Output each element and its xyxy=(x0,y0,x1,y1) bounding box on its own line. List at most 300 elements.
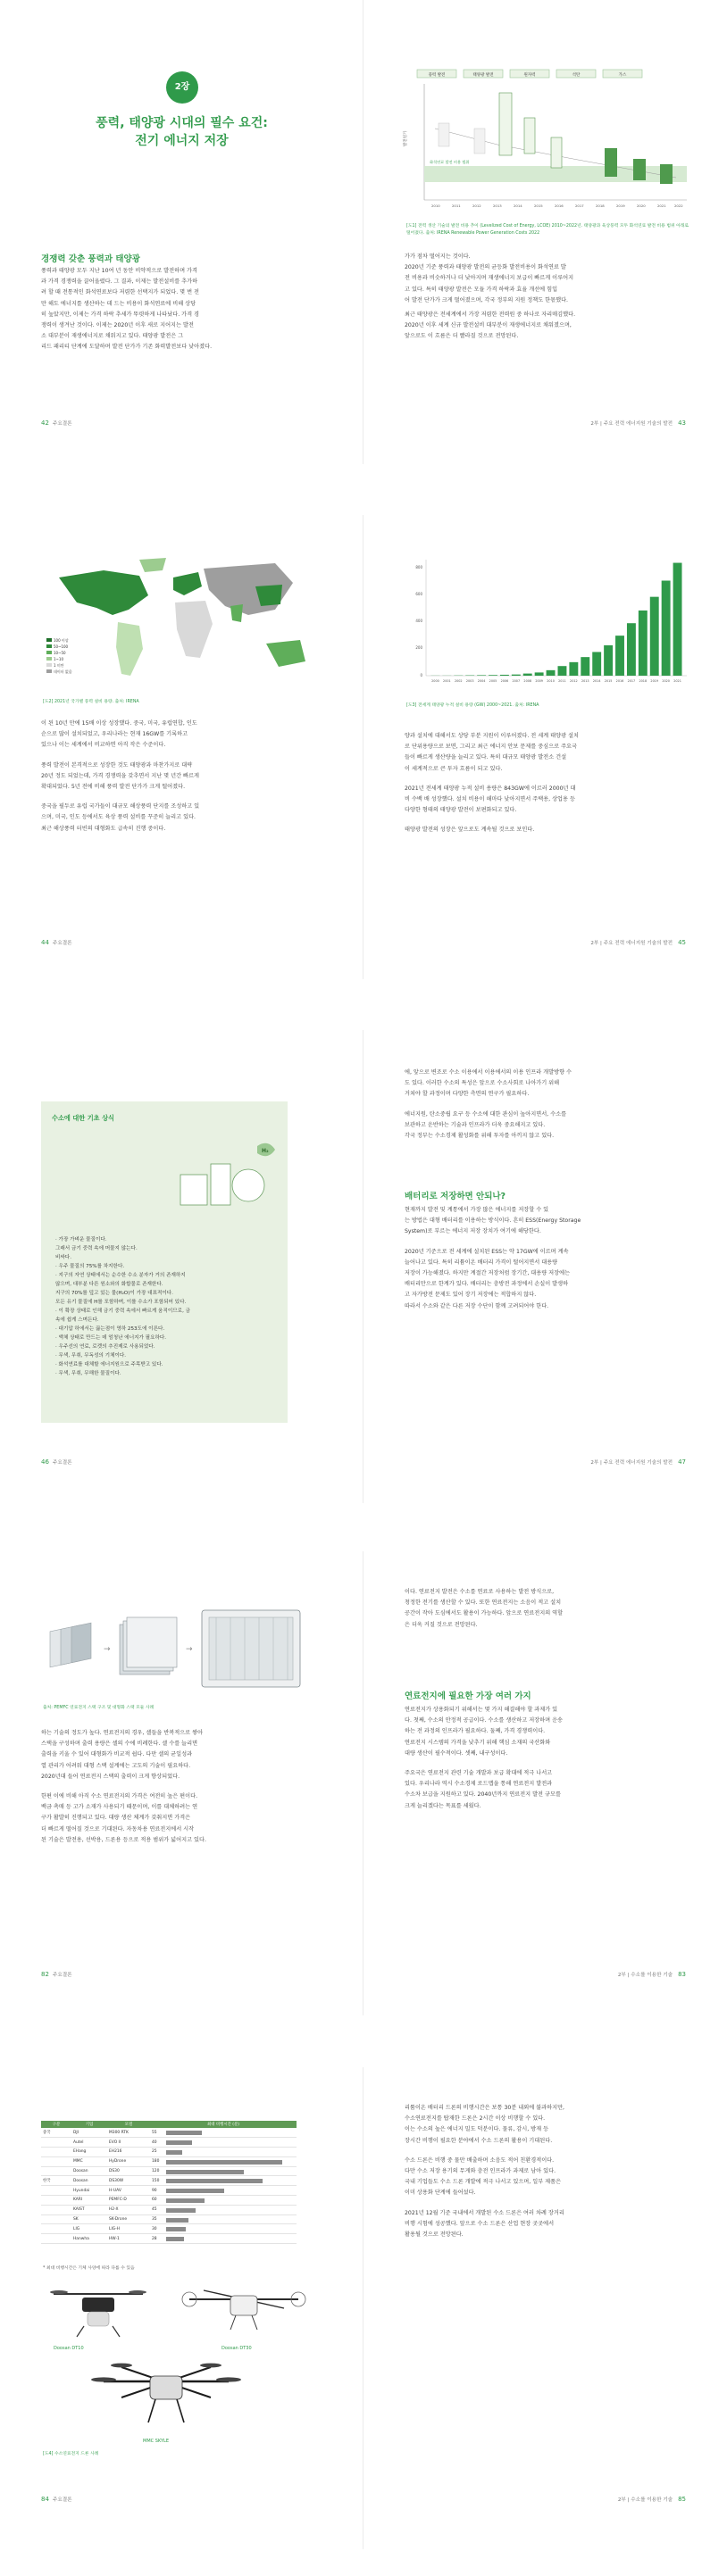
table-cell-group xyxy=(41,2205,71,2215)
folio-label: 2부 | 주요 전력 에너지원 기술의 발전 xyxy=(590,1460,673,1466)
flight-time-value: 35 xyxy=(152,2217,157,2223)
folio-label: 주요결론 xyxy=(52,1973,72,1978)
table-cell-group xyxy=(41,2215,71,2224)
table-cell-value xyxy=(150,2205,297,2215)
body-line: 최근 해상풍력 터빈의 대형화도 급속히 진행 중이다. xyxy=(41,825,166,832)
legend-swatch xyxy=(46,644,52,648)
body-line: 는 방법은 대형 배터리를 이용하는 방식이다. 흔히 ESS(Energy Storage xyxy=(405,1217,581,1225)
body-line: 최근 태양광은 전세계에서 가장 저렴한 전력원 중 하나로 자리매김했다. xyxy=(405,312,576,319)
x-tick: 2000 xyxy=(431,679,439,683)
flight-time-bar xyxy=(166,2170,244,2174)
body-line: 수소차 보급을 지원하고 있다. 2040년까지 연료전지 발전 규모를 xyxy=(405,1791,561,1799)
flight-time-bar xyxy=(166,2160,282,2165)
fact-item: · 우주 물질의 75%를 차지한다. xyxy=(55,1264,125,1269)
x-tick: 2017 xyxy=(627,679,636,683)
table-cell-value xyxy=(150,2234,297,2244)
body-line: 려 할 때 전통적인 화석연료보다 저렴한 선택지가 되었다. 몇 번 전 xyxy=(41,289,200,296)
chart-legend xyxy=(417,70,642,78)
body-line: 도 있다. 이러한 수소의 특성은 앞으로 수소사회로 나아가기 위해 xyxy=(405,1080,560,1087)
section-heading: 연료전지에 필요한 가장 여러 가지 xyxy=(405,1691,531,1701)
legend-item: 풍력 발전 xyxy=(428,73,446,78)
fact-item: · 화석연료를 대체할 에너지원으로 주목받고 있다. xyxy=(55,1362,163,1367)
range-bar xyxy=(524,118,535,154)
table-cell-value xyxy=(150,2224,297,2234)
h2-label: H₂ xyxy=(262,1148,269,1154)
body-line: 백금 촉매 등 고가 소재가 사용되기 때문이며, 이를 대체하려는 연 xyxy=(41,1804,198,1811)
table-header: 최대 비행시간 (분) xyxy=(150,2121,297,2128)
x-tick: 2012 xyxy=(570,679,578,683)
body-text xyxy=(405,1705,689,1812)
range-bar xyxy=(551,137,562,168)
table-cell-value xyxy=(150,2176,297,2186)
body-text xyxy=(41,719,325,835)
fact-item: · 지구의 자연 상태에서는 순수한 수소 분자가 거의 존재하지 xyxy=(55,1273,186,1278)
body-line: 히 높았지만, 이제는 가격 하락 추세가 뚜렷하게 나타났다. 가격 경 xyxy=(41,311,200,318)
page-number: 47 xyxy=(678,1458,686,1466)
page-number: 45 xyxy=(678,939,686,946)
body-line: 과 가격 경쟁력을 끌어올렸다. 그 결과, 이제는 발전설비를 추가하 xyxy=(41,278,198,286)
body-line: 고 있다. 특히 태양광 발전은 모듈 가격 하락과 효율 개선에 힘입 xyxy=(405,286,558,293)
y-tick: 0 xyxy=(420,673,422,677)
y-tick: 200 xyxy=(415,645,422,650)
body-line: 앞으로도 이 흐름은 더 빨라질 것으로 전망된다. xyxy=(405,333,519,340)
flight-time-value: 180 xyxy=(152,2159,160,2165)
section-heading: 경쟁력 갖춘 풍력과 태양광 xyxy=(41,254,140,264)
folio xyxy=(590,939,686,946)
folio xyxy=(590,420,686,427)
tank-shape xyxy=(180,1175,207,1205)
chapter-title-line2: 전기 에너지 저장 xyxy=(135,134,229,148)
x-tick: 2003 xyxy=(465,679,474,683)
folio xyxy=(618,2496,686,2503)
body-text xyxy=(405,2103,689,2240)
fact-item: 지구의 70%를 덮고 있는 물(H₂O)이 가장 대표적이다. xyxy=(55,1291,173,1296)
drone-spec-table xyxy=(41,2121,297,2244)
page-83 xyxy=(364,1551,727,2015)
x-tick: 2002 xyxy=(454,679,463,683)
table-cell-company: MMC xyxy=(71,2156,107,2166)
page-number: 83 xyxy=(678,1971,686,1978)
legend-item: 100 이상 xyxy=(54,638,69,643)
page-number: 46 xyxy=(41,1458,49,1466)
page-45 xyxy=(364,515,727,979)
figure-caption: [도4] 수소연료전지 드론 사례 xyxy=(43,2452,99,2456)
table-cell-company: Hanwha xyxy=(71,2234,107,2244)
table-row xyxy=(41,2224,297,2234)
chapter-title xyxy=(27,114,337,150)
fact-item: · 우주선의 연료, 로켓의 추진제로 사용되었다. xyxy=(55,1344,155,1350)
body-line: 중국을 필두로 유럽 국가들이 대규모 해상풍력 단지를 조성하고 있 xyxy=(41,803,200,810)
folio xyxy=(41,420,72,427)
body-line xyxy=(405,1238,689,1247)
table-cell-value xyxy=(150,2166,297,2176)
y-axis-label: 발전원가 xyxy=(404,130,408,146)
table-row xyxy=(41,2148,297,2157)
flight-time-bar xyxy=(166,2218,188,2223)
world-map xyxy=(41,551,323,694)
x-tick: 2009 xyxy=(535,679,543,683)
photo-caption: Doosan DT10 xyxy=(54,2346,84,2351)
body-line: 이 세계적으로 큰 투자 흐름이 되고 있다. xyxy=(405,765,503,772)
legend-item: 50~100 xyxy=(54,644,69,649)
body-line: 하는 전 과정의 인프라가 필요하다. 둘째, 가격 경쟁력이다. xyxy=(405,1728,546,1735)
spread-4 xyxy=(0,1551,727,2015)
flight-time-value: 45 xyxy=(152,2207,157,2213)
body-line: 다. 첫째, 수소의 안정적 공급이다. 수소를 생산하고 저장하며 운송 xyxy=(405,1717,564,1724)
sphere-tank-shape xyxy=(232,1169,264,1201)
table-cell-company: DJI xyxy=(71,2128,107,2138)
body-line: 태양광 발전의 성장은 앞으로도 계속될 것으로 보인다. xyxy=(405,827,535,834)
folio xyxy=(41,939,72,946)
page-44 xyxy=(0,515,364,979)
body-line: 전 비용과 비슷하거나 더 낮아지며 재생에너지 보급이 빠르게 이루어지 xyxy=(405,275,574,282)
folio xyxy=(590,1458,686,1466)
fossil-range-label: 화석연료 발전 비용 범위 xyxy=(430,160,470,164)
single-cell-shape xyxy=(50,1623,91,1667)
folio xyxy=(41,1458,72,1466)
lcoe-chart xyxy=(399,66,694,218)
body-line: 리튬이온 배터리 드론의 비행시간은 보통 30분 내외에 불과하지만, xyxy=(405,2105,565,2111)
body-line: 리드 패리티 단계에 도달하며 발전 단가가 기존 화력발전보다 낮아졌다. xyxy=(41,344,213,351)
body-line: 스택을 구성하며 출력 용량은 셀의 수에 비례한다. 셀 수를 늘리면 xyxy=(41,1741,198,1748)
photo-caption: Doosan DT30 xyxy=(221,2346,252,2351)
x-tick: 2019 xyxy=(650,679,659,683)
body-text xyxy=(405,1205,689,1312)
body-line: 2021년 12월 기준 국내에서 개발된 수소 드론은 여러 차례 장거리 xyxy=(405,2209,564,2216)
folio-label: 주요결론 xyxy=(52,941,72,946)
x-tick: 2015 xyxy=(604,679,613,683)
x-tick: 2018 xyxy=(596,204,605,208)
bar xyxy=(500,675,509,676)
x-tick: 2020 xyxy=(637,204,646,208)
x-tick: 2001 xyxy=(443,679,451,683)
table-cell-model: SK-Drone xyxy=(107,2215,150,2224)
legend-swatch xyxy=(46,638,52,642)
body-line: 이다. 연료전지 발전은 수소를 연료로 사용하는 발전 방식으로, xyxy=(405,1589,555,1595)
chapter-title-line1: 풍력, 태양광 시대의 필수 요건: xyxy=(96,116,268,130)
y-tick: 800 xyxy=(415,565,422,569)
fact-item: · 무색, 무취, 무해한 물질이다. xyxy=(55,1371,121,1376)
table-cell-model: HW-1 xyxy=(107,2234,150,2244)
body-line: 에, 앞으로 변조로 수소 이용에서 이용에서의 이용 인프라 개발방향 수 xyxy=(405,1069,572,1076)
legend-swatch xyxy=(46,651,52,654)
body-line: 어 발전 단가가 크게 떨어졌으며, 각국 정부의 지원 정책도 한몫했다. xyxy=(405,296,569,303)
folio xyxy=(41,2496,72,2503)
x-tick: 2019 xyxy=(616,204,625,208)
photo-caption: MMC SKYLE xyxy=(143,2439,169,2444)
table-cell-group: 한국 xyxy=(41,2176,71,2186)
x-tick: 2011 xyxy=(558,679,566,683)
map-caption: [도2] 2021년 국가별 풍력 설비 용량. 출처: IRENA xyxy=(43,700,139,704)
facts-list xyxy=(55,1235,279,1378)
body-line: 확대되었다. 5년 전에 비해 풍력 발전 단가가 크게 떨어졌다. xyxy=(41,784,186,791)
body-line: 다만 수소 저장 용기의 무게와 충전 인프라가 과제로 남아 있다. xyxy=(405,2168,556,2175)
body-text xyxy=(405,731,689,836)
fact-item: · 대기압 하에서는 끓는점이 영하 253도에 이른다. xyxy=(55,1326,165,1332)
x-tick: 2006 xyxy=(500,679,509,683)
cell-stack-shape xyxy=(120,1617,177,1674)
bar xyxy=(673,563,682,676)
x-tick: 2020 xyxy=(662,679,670,683)
flight-time-value: 150 xyxy=(152,2178,160,2183)
body-line: 으며, 미국, 인도 등에서도 육상 풍력 설비를 꾸준히 늘리고 있다. xyxy=(41,814,196,821)
page-42 xyxy=(0,0,364,464)
fuel-cell-stack-illustration xyxy=(41,1598,309,1696)
table-cell-value xyxy=(150,2138,297,2148)
spread-1 xyxy=(0,0,727,464)
x-tick: 2021 xyxy=(673,679,681,683)
drone-photo xyxy=(45,2278,152,2342)
bar xyxy=(639,611,648,676)
flight-time-bar xyxy=(166,2227,186,2231)
body-line xyxy=(41,793,325,802)
x-ticks xyxy=(431,204,683,208)
bar xyxy=(512,675,521,676)
x-tick: 2004 xyxy=(477,679,486,683)
body-line: 출력을 키울 수 있어 대형화가 비교적 쉽다. 다만 셀의 균일성과 xyxy=(41,1751,193,1758)
body-line: 이는 수소의 높은 에너지 밀도 덕분이다. 물류, 감시, 방재 등 xyxy=(405,2126,549,2133)
bar xyxy=(662,581,671,677)
table-cell-model: DS30W xyxy=(107,2176,150,2186)
body-line: 고 자가방전 문제도 있어 장기 저장에는 적합하지 않다. xyxy=(405,1292,537,1299)
body-line: 가가 점차 떨어지는 것이다. xyxy=(405,253,471,260)
table-header: 기업 xyxy=(71,2121,107,2128)
table-cell-model: H-UAV xyxy=(107,2186,150,2196)
fact-item: 모든 유기 물질에 H를 포함하며, 이를 수소가 포함되어 있다. xyxy=(55,1300,187,1305)
legend-item: 태양광 발전 xyxy=(472,73,494,78)
x-tick: 2010 xyxy=(431,204,440,208)
tank-shape xyxy=(211,1164,230,1205)
x-tick: 2017 xyxy=(575,204,584,208)
body-line: 각국 정부는 수소경제 활성화를 위해 투자를 아끼지 않고 있다. xyxy=(405,1133,555,1140)
legend-swatch xyxy=(46,663,52,667)
chart-caption: [도1] 전력 생산 기술의 발전 비용 추이 (Levelized Cost of Energy, LCOE) 2010~2022년. 태양광과 육상풍력 모두 화석연료 발전 비용 범위 아래로 떨어졌다. 출처: IRENA Renewable Power Generation Costs 2022 xyxy=(406,224,689,236)
body-line: 풍력 발전이 본격적으로 성장한 것도 태양광과 마찬가지로 대략 xyxy=(41,761,193,769)
body-line: 풍력과 태양광 모두 지난 10여 년 동안 비약적으로 발전하며 가격 xyxy=(41,268,198,274)
body-line: 순으로 많이 설치되었고, 우리나라는 현재 16GW를 기록하고 xyxy=(41,731,188,738)
body-line: 크게 늘리겠다는 목표를 세웠다. xyxy=(405,1802,481,1809)
table-cell-company: Hyundai xyxy=(71,2186,107,2196)
flight-time-bar xyxy=(166,2179,263,2183)
folio-label: 주요결론 xyxy=(52,421,72,427)
x-tick: 2021 xyxy=(657,204,666,208)
table-cell-value xyxy=(150,2186,297,2196)
body-line: System)로 부르는 에너지 저장 장치가 여기에 해당한다. xyxy=(405,1228,541,1235)
image-caption: 출처: PEMFC 연료전지 스택 구조 및 대형화 스택 모듈 사례 xyxy=(43,1706,155,1710)
legend-item: 석탄 xyxy=(572,73,581,78)
fact-item: · 무색, 무취, 무독성의 기체이다. xyxy=(55,1353,127,1359)
folio xyxy=(618,1971,686,1978)
arrow-icon: → xyxy=(186,1645,193,1654)
range-bar xyxy=(633,159,646,180)
body-line: 2021년 전세계 태양광 누적 설비 용량은 843GW에 이르러 2000년 대 xyxy=(405,785,576,792)
legend-item: 10~50 xyxy=(54,651,66,655)
table-body xyxy=(41,2128,297,2244)
body-line: 있다. 우리나라 역시 수소경제 로드맵을 통해 연료전지 발전과 xyxy=(405,1781,553,1788)
table-cell-company: Autel xyxy=(71,2138,107,2148)
body-line: 현재까지 발전 및 계통에서 가장 많은 에너지를 저장할 수 있 xyxy=(405,1207,549,1213)
flight-time-bar xyxy=(166,2140,192,2145)
body-text xyxy=(405,1587,689,1631)
page-number: 42 xyxy=(41,420,49,427)
table-row xyxy=(41,2215,297,2224)
legend-item: 1~10 xyxy=(54,657,63,661)
flight-time-bar xyxy=(166,2189,224,2193)
table-cell-group: 중국 xyxy=(41,2128,71,2138)
body-text xyxy=(405,1068,689,1142)
table-cell-value xyxy=(150,2215,297,2224)
body-line: 된 기술은 발전용, 선박용, 드론용 등으로 적용 범위가 넓어지고 있다. xyxy=(41,1836,206,1843)
fact-item: · 가장 가벼운 물질이다. xyxy=(55,1237,107,1242)
x-tick: 2018 xyxy=(639,679,648,683)
table-header-row xyxy=(41,2121,297,2128)
folio-label: 주요결론 xyxy=(52,1460,72,1466)
body-line: 대량 생산이 필수적이다. 셋째, 내구성이다. xyxy=(405,1749,508,1757)
body-line: 은 더욱 커질 것으로 전망된다. xyxy=(405,1621,478,1628)
folio-label: 주요결론 xyxy=(52,2497,72,2503)
body-line xyxy=(405,1759,689,1768)
range-bar xyxy=(605,148,617,177)
spread-5 xyxy=(0,2067,727,2549)
table-cell-model: M300 RTK xyxy=(107,2128,150,2138)
body-line: 2020년대 들어 연료전지 스택의 출력이 크게 향상되었다. xyxy=(41,1773,180,1780)
body-text xyxy=(41,266,325,353)
x-tick: 2014 xyxy=(514,204,522,208)
flight-time-value: 55 xyxy=(152,2130,157,2135)
table-row xyxy=(41,2128,297,2138)
bar xyxy=(535,672,544,676)
body-line: 있으나 이는 세계에서 비교하면 아직 작은 수준이다. xyxy=(41,742,166,749)
table-cell-group xyxy=(41,2156,71,2166)
body-line xyxy=(41,1782,325,1791)
y-tick: 600 xyxy=(415,592,422,596)
chapter-badge: 2장 xyxy=(166,71,198,104)
table-row xyxy=(41,2138,297,2148)
fossil-range-band xyxy=(424,166,687,182)
body-line: 활용될 것으로 전망된다. xyxy=(405,2231,464,2239)
fact-item: · 액체 상태로 만드는 데 엄청난 에너지가 필요하다. xyxy=(55,1335,167,1341)
body-line: 수소 드론은 비행 중 물만 배출하며 소음도 적어 친환경적이다. xyxy=(405,2156,555,2164)
range-bar xyxy=(439,123,449,146)
table-cell-model: EVO II xyxy=(107,2138,150,2148)
bar xyxy=(558,666,567,676)
fact-item: 않으며, 대부분 다른 원소와의 화합물로 존재한다. xyxy=(55,1282,163,1287)
body-line: 2020년 기준 풍력과 태양광 발전의 균등화 발전비용이 화석연료 발 xyxy=(405,264,566,271)
page-43 xyxy=(364,0,727,464)
page-82 xyxy=(0,1551,364,2015)
body-line: 청정한 전기를 생산할 수 있다. 또한 연료전지는 소음이 적고 설치 xyxy=(405,1600,562,1607)
body-line: 장시간 비행이 필요한 분야에서 수소 드론의 활용이 기대된다. xyxy=(405,2137,553,2144)
fact-item: 속에 쉽게 스며든다. xyxy=(55,1317,99,1323)
flight-time-value: 30 xyxy=(152,2226,157,2231)
table-cell-group xyxy=(41,2138,71,2148)
x-tick: 2011 xyxy=(452,204,461,208)
x-tick: 2013 xyxy=(493,204,502,208)
bar xyxy=(615,636,624,676)
body-line: 공간이 작아 도심에서도 활용이 가능하다. 앞으로 연료전지의 역할 xyxy=(405,1610,564,1617)
body-line: 연료전지 시스템의 가격을 낮추기 위해 핵심 소재의 국산화와 xyxy=(405,1739,551,1746)
page-number: 44 xyxy=(41,939,49,946)
folio-label: 2부 | 주요 전력 에너지원 기술의 발전 xyxy=(590,941,673,946)
table-cell-value xyxy=(150,2148,297,2157)
legend-item: 원자력 xyxy=(523,73,536,78)
body-line: 늘어나고 있다. 특히 리튬이온 배터리 가격이 떨어지면서 대용량 xyxy=(405,1259,558,1266)
body-line: 수소연료전지를 탑재한 드론은 2시간 이상 비행할 수 있다. xyxy=(405,2115,546,2123)
legend-item: 1 미만 xyxy=(54,663,64,668)
table-cell-company: EHang xyxy=(71,2148,107,2157)
drone-photo xyxy=(86,2355,247,2435)
x-tick: 2010 xyxy=(547,679,555,683)
body-line: 다양한 형태의 태양광 발전이 보편화되고 있다. xyxy=(405,807,517,814)
bar xyxy=(592,652,601,676)
body-line: 배터리만으로 한계가 있다. 배터리는 충방전 과정에서 손실이 발생하 xyxy=(405,1281,569,1288)
x-tick: 2008 xyxy=(523,679,532,683)
x-tick: 2007 xyxy=(512,679,521,683)
flight-time-bar xyxy=(166,2131,202,2135)
body-line: 이미 상용화 단계에 들어섰다. xyxy=(405,2190,476,2197)
table-cell-group xyxy=(41,2166,71,2176)
table-cell-value xyxy=(150,2128,297,2138)
body-line xyxy=(405,816,689,825)
spread-2 xyxy=(0,515,727,979)
hydrogen-plant-illustration xyxy=(175,1137,280,1209)
fact-item: · 이 확장 상태로 인해 금기 중력 속에서 빠르게 움직이므로, 금 xyxy=(55,1309,191,1314)
drone-photo xyxy=(177,2278,311,2342)
bar-chart-caption: [도3] 전세계 태양광 누적 설비 용량 (GW) 2000~2021. 출처: IRENA xyxy=(406,703,539,708)
bar xyxy=(627,623,636,676)
folio-label: 2부 | 주요 전력 에너지원 기술의 발전 xyxy=(590,421,673,427)
fact-item: 그래서 금기 중력 속에 머물지 않는다. xyxy=(55,1246,138,1251)
page-46 xyxy=(0,1030,364,1503)
table-cell-value xyxy=(150,2156,297,2166)
table-header: 모델 xyxy=(107,2121,150,2128)
table-cell-group xyxy=(41,2148,71,2157)
table-cell-company: Doosan xyxy=(71,2166,107,2176)
x-tick: 2005 xyxy=(489,679,497,683)
body-line: 로 단위용량으로 보면, 그리고 최근 에너지 안보 문제를 중심으로 주요국 xyxy=(405,744,578,751)
table-cell-model: HyDrone xyxy=(107,2156,150,2166)
page-number: 85 xyxy=(678,2496,686,2503)
body-line: 양과 설치에 대해서도 상당 부분 지원이 이루어졌다. 전 세계 태양광 설치 xyxy=(405,733,579,739)
table-cell-value xyxy=(150,2196,297,2206)
hydrogen-facts-box xyxy=(41,1101,288,1423)
bar xyxy=(650,597,659,676)
legend-swatch xyxy=(46,669,52,673)
body-line: 2020년 이후 세계 신규 발전설비 대부분이 재생에너지로 채워졌으며, xyxy=(405,322,572,329)
page-47 xyxy=(364,1030,727,1503)
bar-group xyxy=(431,563,682,683)
bar xyxy=(477,675,486,676)
bar xyxy=(523,674,532,676)
flight-time-value: 25 xyxy=(152,2149,157,2155)
flight-time-value: 90 xyxy=(152,2188,157,2193)
body-line: 에너지원, 탄소중립 요구 등 수소에 대한 관심이 높아지면서, 수소를 xyxy=(405,1110,567,1118)
bar xyxy=(604,645,613,676)
range-bar xyxy=(474,129,485,154)
body-line: 비 수백 배 성장했다. 설치 비용이 해마다 낮아지면서 주택용, 상업용 등 xyxy=(405,796,575,803)
body-line: 주요국은 연료전지 관련 기술 개발과 보급 확대에 적극 나서고 xyxy=(405,1770,553,1777)
body-line: 저장이 가능해졌다. 하지만 계절간 저장처럼 장기간, 대용량 저장에는 xyxy=(405,1270,571,1277)
page-number: 84 xyxy=(41,2496,49,2503)
flight-time-bar xyxy=(166,2150,182,2155)
bar xyxy=(581,657,589,676)
fact-item: 비싸다. xyxy=(55,1255,71,1260)
solar-capacity-chart xyxy=(399,551,694,698)
table-note: * 최대 비행시간은 기체 사양에 따라 다를 수 있음 xyxy=(43,2266,135,2271)
page-84 xyxy=(0,2067,364,2549)
table-cell-model: DS30 xyxy=(107,2166,150,2176)
body-text xyxy=(41,1728,325,1846)
